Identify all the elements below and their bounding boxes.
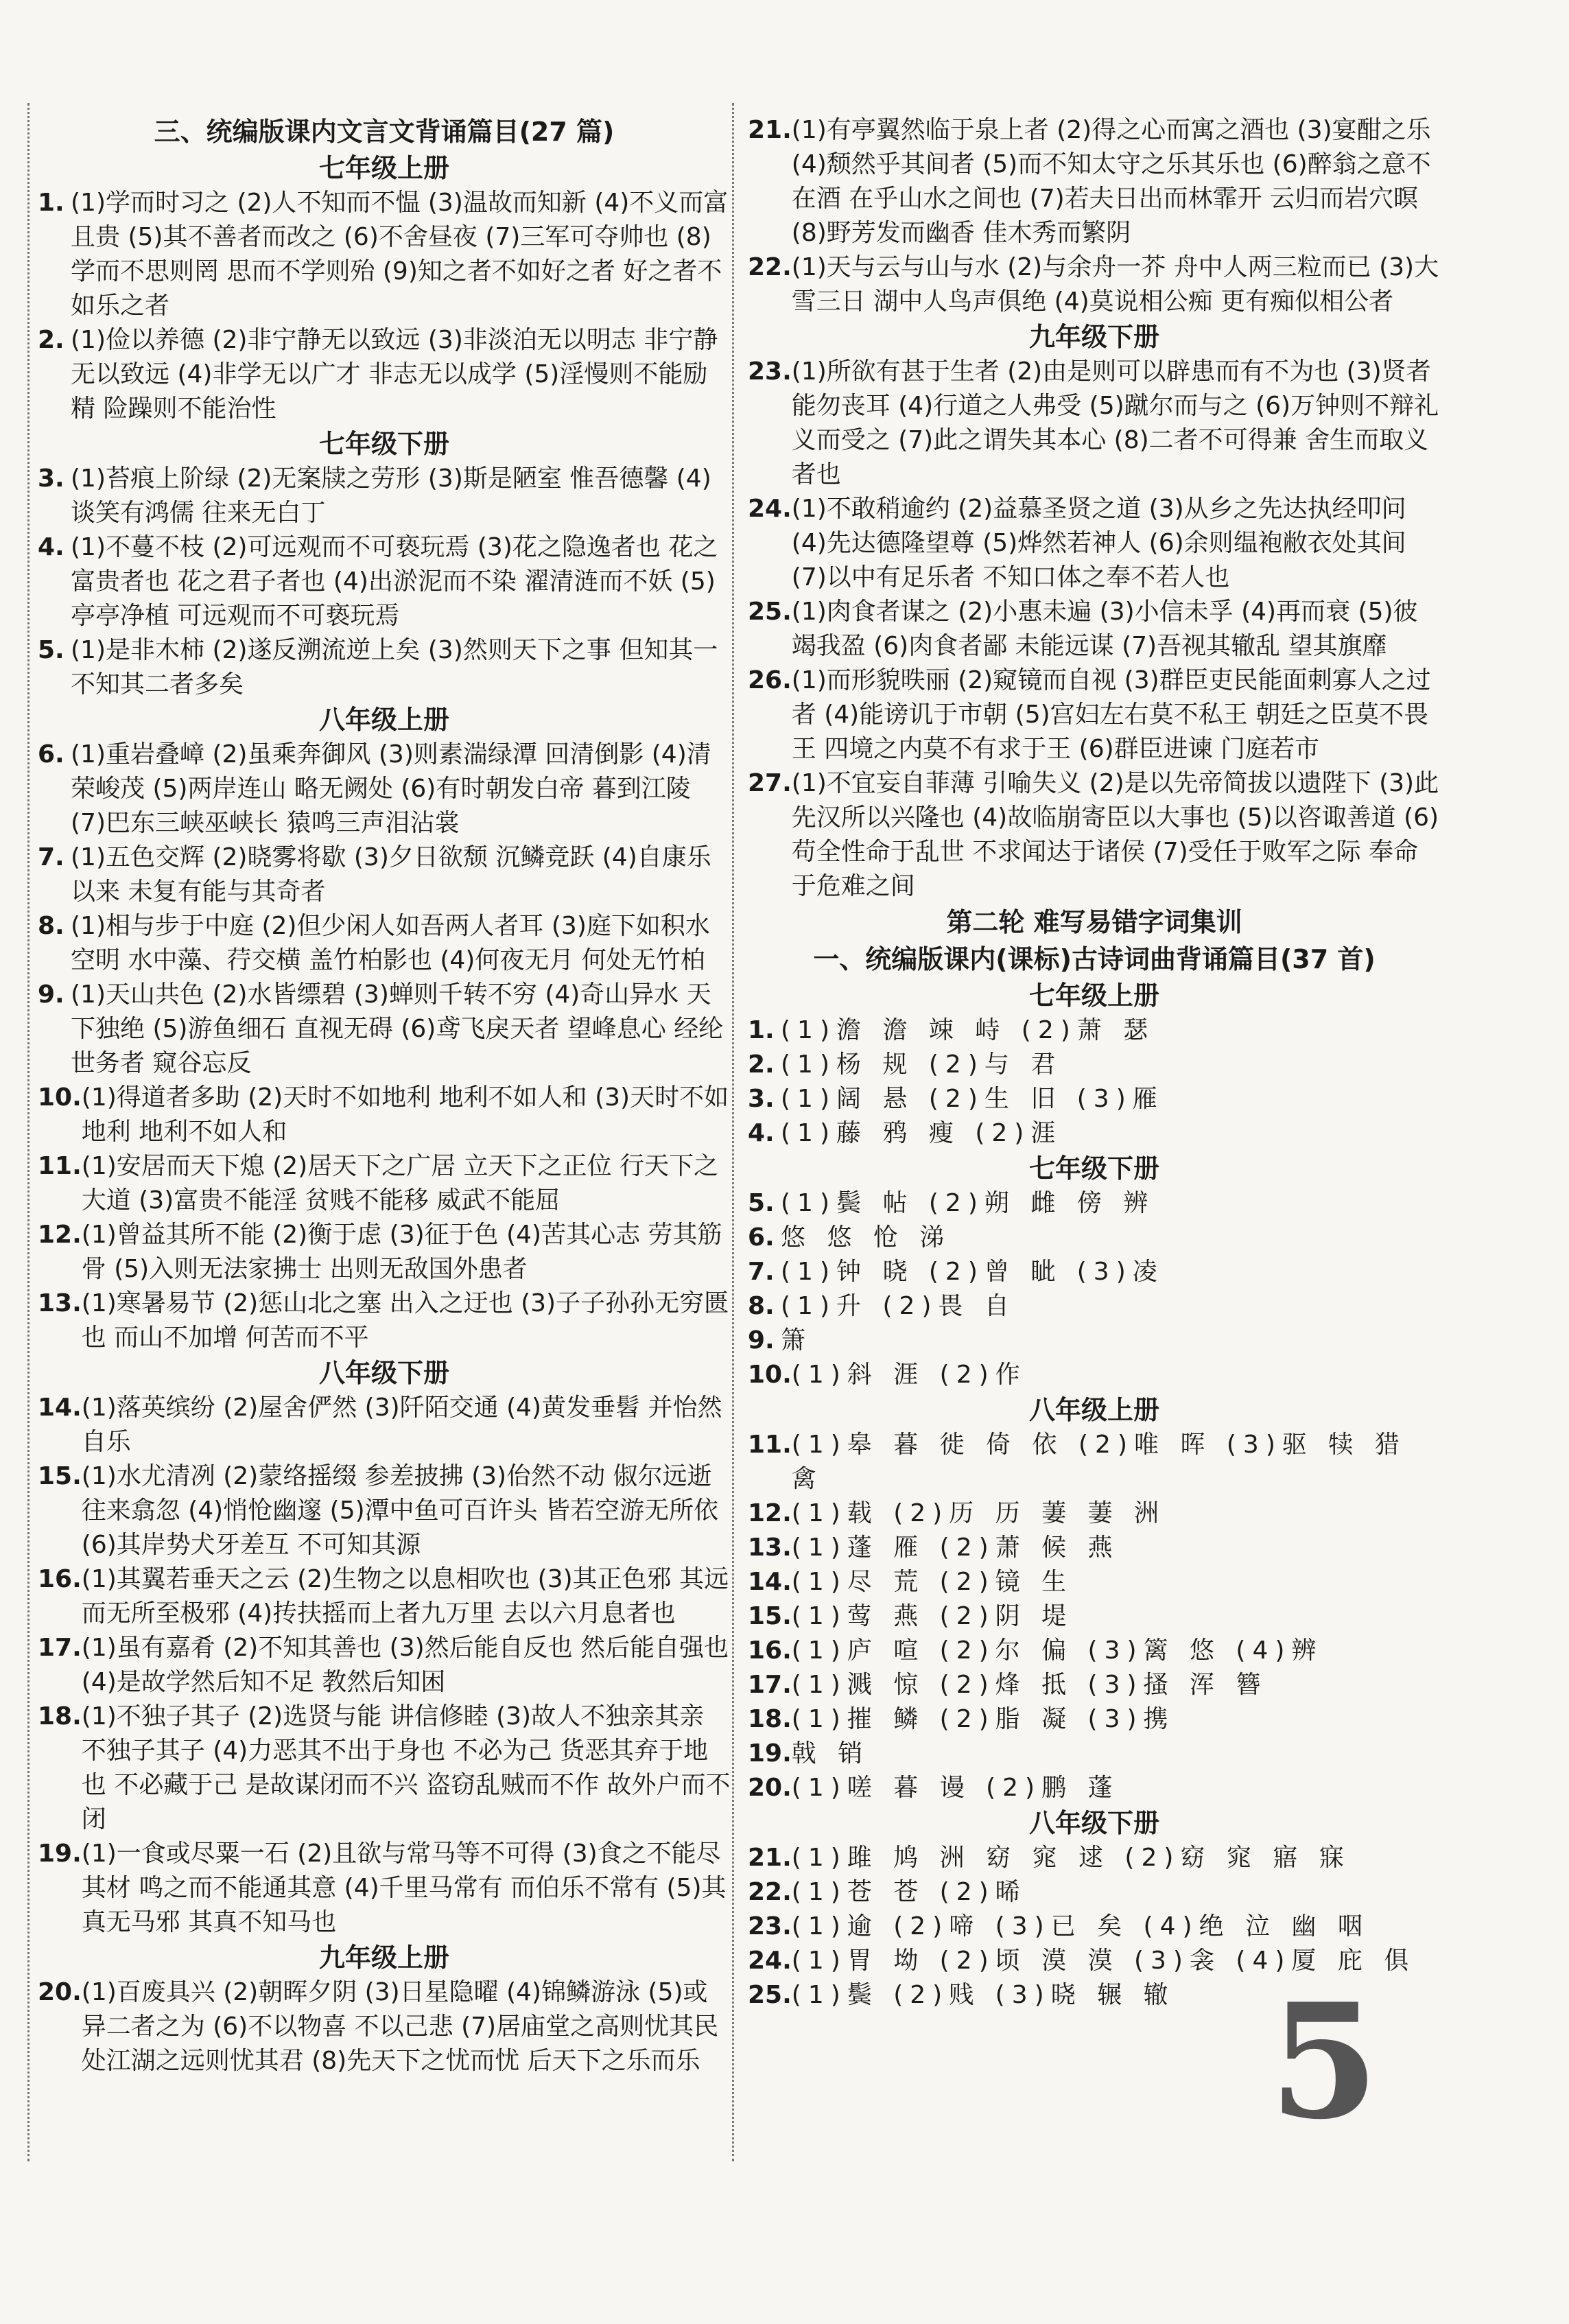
item-text: (1)寒暑易节 (2)惩山北之塞 出入之迂也 (3)子子孙孙无穷匮也 而山不加增 何苦而不平 bbox=[81, 1289, 729, 1352]
item-number: 26. bbox=[748, 666, 792, 694]
list-item bbox=[748, 595, 1441, 664]
item-number: 16. bbox=[38, 1565, 82, 1593]
item-number: 13. bbox=[748, 1534, 792, 1562]
item-number: 18. bbox=[38, 1702, 82, 1730]
grade-heading: 九年级下册 bbox=[1028, 322, 1159, 352]
list-item bbox=[38, 1837, 731, 1940]
list-item bbox=[38, 1149, 731, 1218]
list-item bbox=[748, 1255, 1441, 1289]
item-text: (1)嗟 暮 谩 (2)鹏 蓬 bbox=[791, 1774, 1120, 1802]
round-title: 第二轮 难写易错字词集训 bbox=[946, 907, 1242, 937]
item-text: (1)钟 晓 (2)曾 眦 (3)凌 bbox=[781, 1258, 1164, 1286]
item-text: (1)水尤清冽 (2)蒙络摇缀 参差披拂 (3)佁然不动 俶尔远逝 往来翕忽 (4)悄怆幽邃 (5)潭中鱼可百许头 皆若空游无所依 (6)其岸势犬牙差互 不可知其源 bbox=[81, 1462, 719, 1559]
item-number: 17. bbox=[748, 1671, 792, 1699]
list-item bbox=[748, 1082, 1441, 1116]
item-text: (1)载 (2)历 历 萋 萋 洲 bbox=[791, 1499, 1166, 1527]
list-item bbox=[748, 1702, 1441, 1737]
list-item bbox=[748, 1771, 1441, 1805]
item-text: (1)摧 鳞 (2)脂 凝 (3)携 bbox=[791, 1705, 1175, 1733]
item-text: (1)天与云与山与水 (2)与余舟一芥 舟中人两三粒而已 (3)大雪三日 湖中人鸟声俱绝 (4)莫说相公痴 更有痴似相公者 bbox=[791, 253, 1439, 316]
item-text: (1)庐 喧 (2)尔 偏 (3)篱 悠 (4)辨 bbox=[791, 1636, 1323, 1665]
list-item bbox=[38, 1700, 731, 1837]
item-text: 箫 bbox=[781, 1326, 813, 1354]
item-number: 25. bbox=[748, 1981, 792, 2009]
item-text: 戟 销 bbox=[791, 1739, 870, 1768]
item-text: (1)皋 暮 徙 倚 依 (2)唯 晖 (3)驱 犊 猎 禽 bbox=[791, 1431, 1406, 1493]
item-number: 2. bbox=[38, 326, 64, 354]
list-item bbox=[748, 250, 1441, 319]
item-number: 22. bbox=[748, 1878, 792, 1906]
item-text: 悠 悠 怆 涕 bbox=[781, 1223, 952, 1252]
item-number: 12. bbox=[38, 1221, 82, 1249]
item-number: 1. bbox=[748, 1016, 775, 1044]
grade-heading: 七年级上册 bbox=[1028, 981, 1159, 1011]
item-text: (1)苍 苍 (2)晞 bbox=[791, 1878, 1027, 1906]
item-number: 21. bbox=[748, 1844, 792, 1872]
item-text: (1)虽有嘉肴 (2)不知其善也 (3)然后能自反也 然后能自强也 (4)是故学然后知不足 教然后知困 bbox=[81, 1634, 729, 1696]
item-text: (1)曾益其所不能 (2)衡于虑 (3)征于色 (4)苦其心志 劳其筋骨 (5)入则无法家拂士 出则无敌国外患者 bbox=[81, 1221, 722, 1283]
item-text: (1)有亭翼然临于泉上者 (2)得之心而寓之酒也 (3)宴酣之乐 (4)颓然乎其间者 (5)而不知太守之乐其乐也 (6)醉翁之意不在酒 在乎山水之间也 (7)若夫日出而林霏开 云归而岩穴暝 (8)野芳发而幽香 佳木秀而繁阴 bbox=[791, 116, 1431, 247]
list-item bbox=[38, 1975, 731, 2078]
list-item bbox=[748, 1221, 1441, 1255]
list-item bbox=[748, 1048, 1441, 1082]
item-number: 25. bbox=[748, 598, 792, 626]
item-number: 9. bbox=[748, 1326, 775, 1354]
list-item bbox=[748, 1599, 1441, 1634]
item-text: (1)不独子其子 (2)选贤与能 讲信修睦 (3)故人不独亲其亲 不独子其子 (4)力恶其不出于身也 不必为己 货恶其弃于地也 不必藏于己 是故谋闭而不兴 盗窃乱贼而不作 故外户而不闭 bbox=[81, 1702, 731, 1833]
list-item bbox=[748, 1324, 1441, 1358]
item-text: (1)澹 澹 竦 峙 (2)萧 瑟 bbox=[781, 1016, 1155, 1044]
list-item bbox=[748, 1565, 1441, 1599]
list-item bbox=[748, 1737, 1441, 1771]
list-item bbox=[38, 1562, 731, 1631]
item-number: 16. bbox=[748, 1636, 792, 1665]
item-text: (1)重岩叠嶂 (2)虽乘奔御风 (3)则素湍绿潭 回清倒影 (4)清荣峻茂 (5)两岸连山 略无阙处 (6)有时朝发白帝 暮到江陵 (7)巴东三峡巫峡长 猿鸣三声泪沾裳 bbox=[71, 740, 711, 837]
left-margin-rule bbox=[27, 103, 30, 2161]
list-item bbox=[38, 633, 731, 702]
list-item bbox=[748, 113, 1441, 250]
item-number: 22. bbox=[748, 253, 792, 281]
grade-heading: 七年级上册 bbox=[318, 153, 449, 183]
item-text: (1)莺 燕 (2)阴 堤 bbox=[791, 1602, 1074, 1630]
item-number: 8. bbox=[38, 912, 64, 940]
item-text: (1)而形貌昳丽 (2)窥镜而自视 (3)群臣吏民能面刺寡人之过者 (4)能谤讥于市朝 (5)宫妇左右莫不私王 朝廷之臣莫不畏王 四境之内莫不有求于王 (6)群臣进谏 门庭若市 bbox=[791, 666, 1431, 763]
item-number: 10. bbox=[38, 1083, 82, 1112]
item-number: 4. bbox=[38, 533, 64, 561]
item-text: (1)溅 惊 (2)烽 抵 (3)搔 浑 簪 bbox=[791, 1671, 1268, 1699]
item-number: 14. bbox=[748, 1568, 792, 1596]
item-text: (1)苔痕上阶绿 (2)无案牍之劳形 (3)斯是陋室 惟吾德馨 (4)谈笑有鸿儒 往来无白丁 bbox=[71, 465, 711, 527]
list-item bbox=[748, 1496, 1441, 1531]
item-number: 3. bbox=[748, 1085, 775, 1113]
item-text: (1)落英缤纷 (2)屋舍俨然 (3)阡陌交通 (4)黄发垂髫 并怡然自乐 bbox=[81, 1394, 722, 1456]
grade-heading: 七年级下册 bbox=[1028, 1153, 1159, 1184]
list-item bbox=[38, 1391, 731, 1459]
item-text: (1)升 (2)畏 自 bbox=[781, 1292, 1016, 1320]
item-text: (1)阔 悬 (2)生 旧 (3)雁 bbox=[781, 1085, 1164, 1113]
list-item bbox=[38, 978, 731, 1081]
section-title-poetry: 一、统编版课内(课标)古诗词曲背诵篇目(37 首) bbox=[813, 944, 1376, 974]
item-number: 1. bbox=[38, 189, 64, 217]
item-number: 15. bbox=[38, 1462, 82, 1490]
list-item bbox=[38, 323, 731, 426]
item-text: (1)蓬 雁 (2)萧 候 燕 bbox=[791, 1534, 1120, 1562]
column-divider bbox=[732, 103, 734, 2161]
item-number: 24. bbox=[748, 495, 792, 523]
section-title-wenyanwen: 三、统编版课内文言文背诵篇目(27 篇) bbox=[154, 117, 615, 147]
item-number: 12. bbox=[748, 1499, 792, 1527]
item-number: 17. bbox=[38, 1634, 82, 1662]
item-text: (1)藤 鸦 瘦 (2)涯 bbox=[781, 1119, 1063, 1147]
list-item bbox=[748, 1116, 1441, 1151]
item-text: (1)学而时习之 (2)人不知而不愠 (3)温故而知新 (4)不义而富且贵 (5)其不善者而改之 (6)不舍昼夜 (7)三军可夺帅也 (8)学而不思则罔 思而不学则殆 (9)知之者不如好之者 好之者不如乐之者 bbox=[71, 189, 729, 320]
grade-heading: 八年级下册 bbox=[318, 1358, 449, 1388]
item-number: 3. bbox=[38, 465, 64, 493]
list-item bbox=[38, 1287, 731, 1355]
item-number: 4. bbox=[748, 1119, 775, 1147]
list-item bbox=[748, 1428, 1441, 1496]
item-number: 20. bbox=[748, 1774, 792, 1802]
item-text: (1)天山共色 (2)水皆缥碧 (3)蝉则千转不穷 (4)奇山异水 天下独绝 (5)游鱼细石 直视无碍 (6)鸢飞戾天者 望峰息心 经纶世务者 窥谷忘反 bbox=[71, 981, 724, 1077]
grade-heading: 八年级上册 bbox=[1028, 1395, 1159, 1425]
item-number: 7. bbox=[38, 843, 64, 871]
list-item bbox=[748, 766, 1441, 904]
item-text: (1)雎 鸠 洲 窈 窕 逑 (2)窈 窕 寤 寐 bbox=[791, 1844, 1351, 1872]
list-item bbox=[38, 738, 731, 841]
grade-heading: 八年级下册 bbox=[1028, 1808, 1159, 1838]
item-number: 24. bbox=[748, 1947, 792, 1975]
item-number: 5. bbox=[748, 1189, 775, 1217]
left-column bbox=[38, 113, 731, 2078]
item-number: 20. bbox=[38, 1978, 82, 2006]
list-item bbox=[38, 186, 731, 323]
item-text: (1)百废具兴 (2)朝晖夕阴 (3)日星隐曜 (4)锦鳞游泳 (5)或异二者之为 (6)不以物喜 不以己悲 (7)居庙堂之高则忧其民 处江湖之远则忧其君 (8)先天下之忧而忧 后天下之乐而乐 bbox=[81, 1978, 719, 2075]
item-number: 11. bbox=[748, 1431, 792, 1459]
list-item bbox=[748, 1841, 1441, 1875]
item-text: (1)五色交辉 (2)晓雾将歇 (3)夕日欲颓 沉鳞竞跃 (4)自康乐以来 未复有能与其奇者 bbox=[71, 843, 711, 906]
item-number: 8. bbox=[748, 1292, 775, 1320]
item-number: 5. bbox=[38, 636, 64, 664]
item-text: (1)俭以养德 (2)非宁静无以致远 (3)非淡泊无以明志 非宁静无以致远 (4)非学无以广才 非志无以成学 (5)淫慢则不能励精 险躁则不能治性 bbox=[71, 326, 718, 423]
grade-heading: 九年级上册 bbox=[318, 1942, 449, 1973]
item-text: (1)鬓 (2)贱 (3)晓 辗 辙 bbox=[791, 1981, 1175, 2009]
list-item bbox=[38, 1218, 731, 1287]
item-text: (1)所欲有甚于生者 (2)由是则可以辟患而有不为也 (3)贤者能勿丧耳 (4)行道之人弗受 (5)蹴尔而与之 (6)万钟则不辩礼义而受之 (7)此之谓失其本心 (8)二者不可得兼 舍生而取义者也 bbox=[791, 357, 1439, 489]
item-number: 18. bbox=[748, 1705, 792, 1733]
list-item bbox=[38, 1081, 731, 1149]
item-text: (1)安居而天下熄 (2)居天下之广居 立天下之正位 行天下之大道 (3)富贵不能淫 贫贱不能移 威武不能屈 bbox=[81, 1152, 719, 1214]
list-item bbox=[38, 462, 731, 530]
item-text: (1)得道者多助 (2)天时不如地利 地利不如人和 (3)天时不如地利 地利不如人和 bbox=[81, 1083, 729, 1146]
item-number: 14. bbox=[38, 1394, 82, 1422]
item-number: 27. bbox=[748, 769, 792, 797]
list-item bbox=[748, 1634, 1441, 1668]
list-item bbox=[748, 1531, 1441, 1565]
grade-heading: 七年级下册 bbox=[318, 429, 449, 459]
item-text: (1)尽 荒 (2)镜 生 bbox=[791, 1568, 1074, 1596]
item-text: (1)相与步于中庭 (2)但少闲人如吾两人者耳 (3)庭下如积水空明 水中藻、荇交横 盖竹柏影也 (4)何夜无月 何处无竹柏 bbox=[71, 912, 710, 974]
list-item bbox=[748, 1668, 1441, 1702]
item-text: (1)逾 (2)啼 (3)已 矣 (4)绝 泣 幽 咽 bbox=[791, 1912, 1369, 1940]
list-item bbox=[748, 664, 1441, 766]
list-item bbox=[748, 1186, 1441, 1221]
list-item bbox=[748, 355, 1441, 492]
item-number: 2. bbox=[748, 1051, 775, 1079]
item-text: (1)斜 涯 (2)作 bbox=[791, 1361, 1027, 1389]
page-number: 5 bbox=[1269, 1969, 1380, 2155]
item-number: 23. bbox=[748, 1912, 792, 1940]
item-number: 10. bbox=[748, 1361, 792, 1389]
list-item bbox=[38, 841, 731, 909]
item-text: (1)胃 坳 (2)顷 漠 漠 (3)衾 (4)厦 庇 俱 bbox=[791, 1947, 1416, 1975]
list-item bbox=[748, 492, 1441, 595]
item-number: 11. bbox=[38, 1152, 82, 1180]
item-number: 19. bbox=[38, 1840, 82, 1868]
list-item bbox=[748, 1013, 1441, 1048]
item-number: 13. bbox=[38, 1289, 82, 1317]
list-item bbox=[748, 1289, 1441, 1324]
item-text: (1)肉食者谋之 (2)小惠未遍 (3)小信未孚 (4)再而衰 (5)彼竭我盈 (6)肉食者鄙 未能远谋 (7)吾视其辙乱 望其旗靡 bbox=[791, 598, 1418, 660]
item-number: 21. bbox=[748, 116, 792, 144]
item-text: (1)不宜妄自菲薄 引喻失义 (2)是以先帝简拔以遗陛下 (3)此先汉所以兴隆也 (4)故临崩寄臣以大事也 (5)以咨诹善道 (6)苟全性命于乱世 不求闻达于诸侯 (7)受任于败军之际 奉命于危难之间 bbox=[791, 769, 1439, 900]
item-number: 9. bbox=[38, 981, 64, 1009]
list-item bbox=[748, 1358, 1441, 1392]
item-number: 19. bbox=[748, 1739, 792, 1768]
item-text: (1)是非木柿 (2)遂反溯流逆上矣 (3)然则天下之事 但知其一 不知其二者多矣 bbox=[71, 636, 718, 699]
list-item bbox=[748, 1875, 1441, 1910]
item-number: 6. bbox=[38, 740, 64, 768]
item-text: (1)不敢稍逾约 (2)益慕圣贤之道 (3)从乡之先达执经叩问 (4)先达德隆望尊 (5)烨然若神人 (6)余则缊袍敝衣处其间 (7)以中有足乐者 不知口体之奉不若人也 bbox=[791, 495, 1406, 591]
item-text: (1)其翼若垂天之云 (2)生物之以息相吹也 (3)其正色邪 其远而无所至极邪 (4)抟扶摇而上者九万里 去以六月息者也 bbox=[81, 1565, 729, 1628]
list-item bbox=[38, 1459, 731, 1562]
item-text: (1)不蔓不枝 (2)可远观而不可亵玩焉 (3)花之隐逸者也 花之富贵者也 花之君子者也 (4)出淤泥而不染 濯清涟而不妖 (5)亭亭净植 可远观而不可亵玩焉 bbox=[71, 533, 718, 630]
item-text: (1)杨 规 (2)与 君 bbox=[781, 1051, 1063, 1079]
item-number: 7. bbox=[748, 1258, 775, 1286]
item-text: (1)一食或尽粟一石 (2)且欲与常马等不可得 (3)食之不能尽其材 鸣之而不能通其意 (4)千里马常有 而伯乐不常有 (5)其真无马邪 其真不知马也 bbox=[81, 1840, 727, 1936]
item-number: 23. bbox=[748, 357, 792, 386]
item-number: 15. bbox=[748, 1602, 792, 1630]
item-number: 6. bbox=[748, 1223, 775, 1252]
list-item bbox=[38, 909, 731, 978]
list-item bbox=[748, 1910, 1441, 1944]
right-column bbox=[748, 113, 1441, 2012]
grade-heading: 八年级上册 bbox=[318, 705, 449, 735]
item-text: (1)鬓 帖 (2)朔 雌 傍 辨 bbox=[781, 1189, 1155, 1217]
list-item bbox=[38, 530, 731, 633]
list-item bbox=[38, 1631, 731, 1700]
